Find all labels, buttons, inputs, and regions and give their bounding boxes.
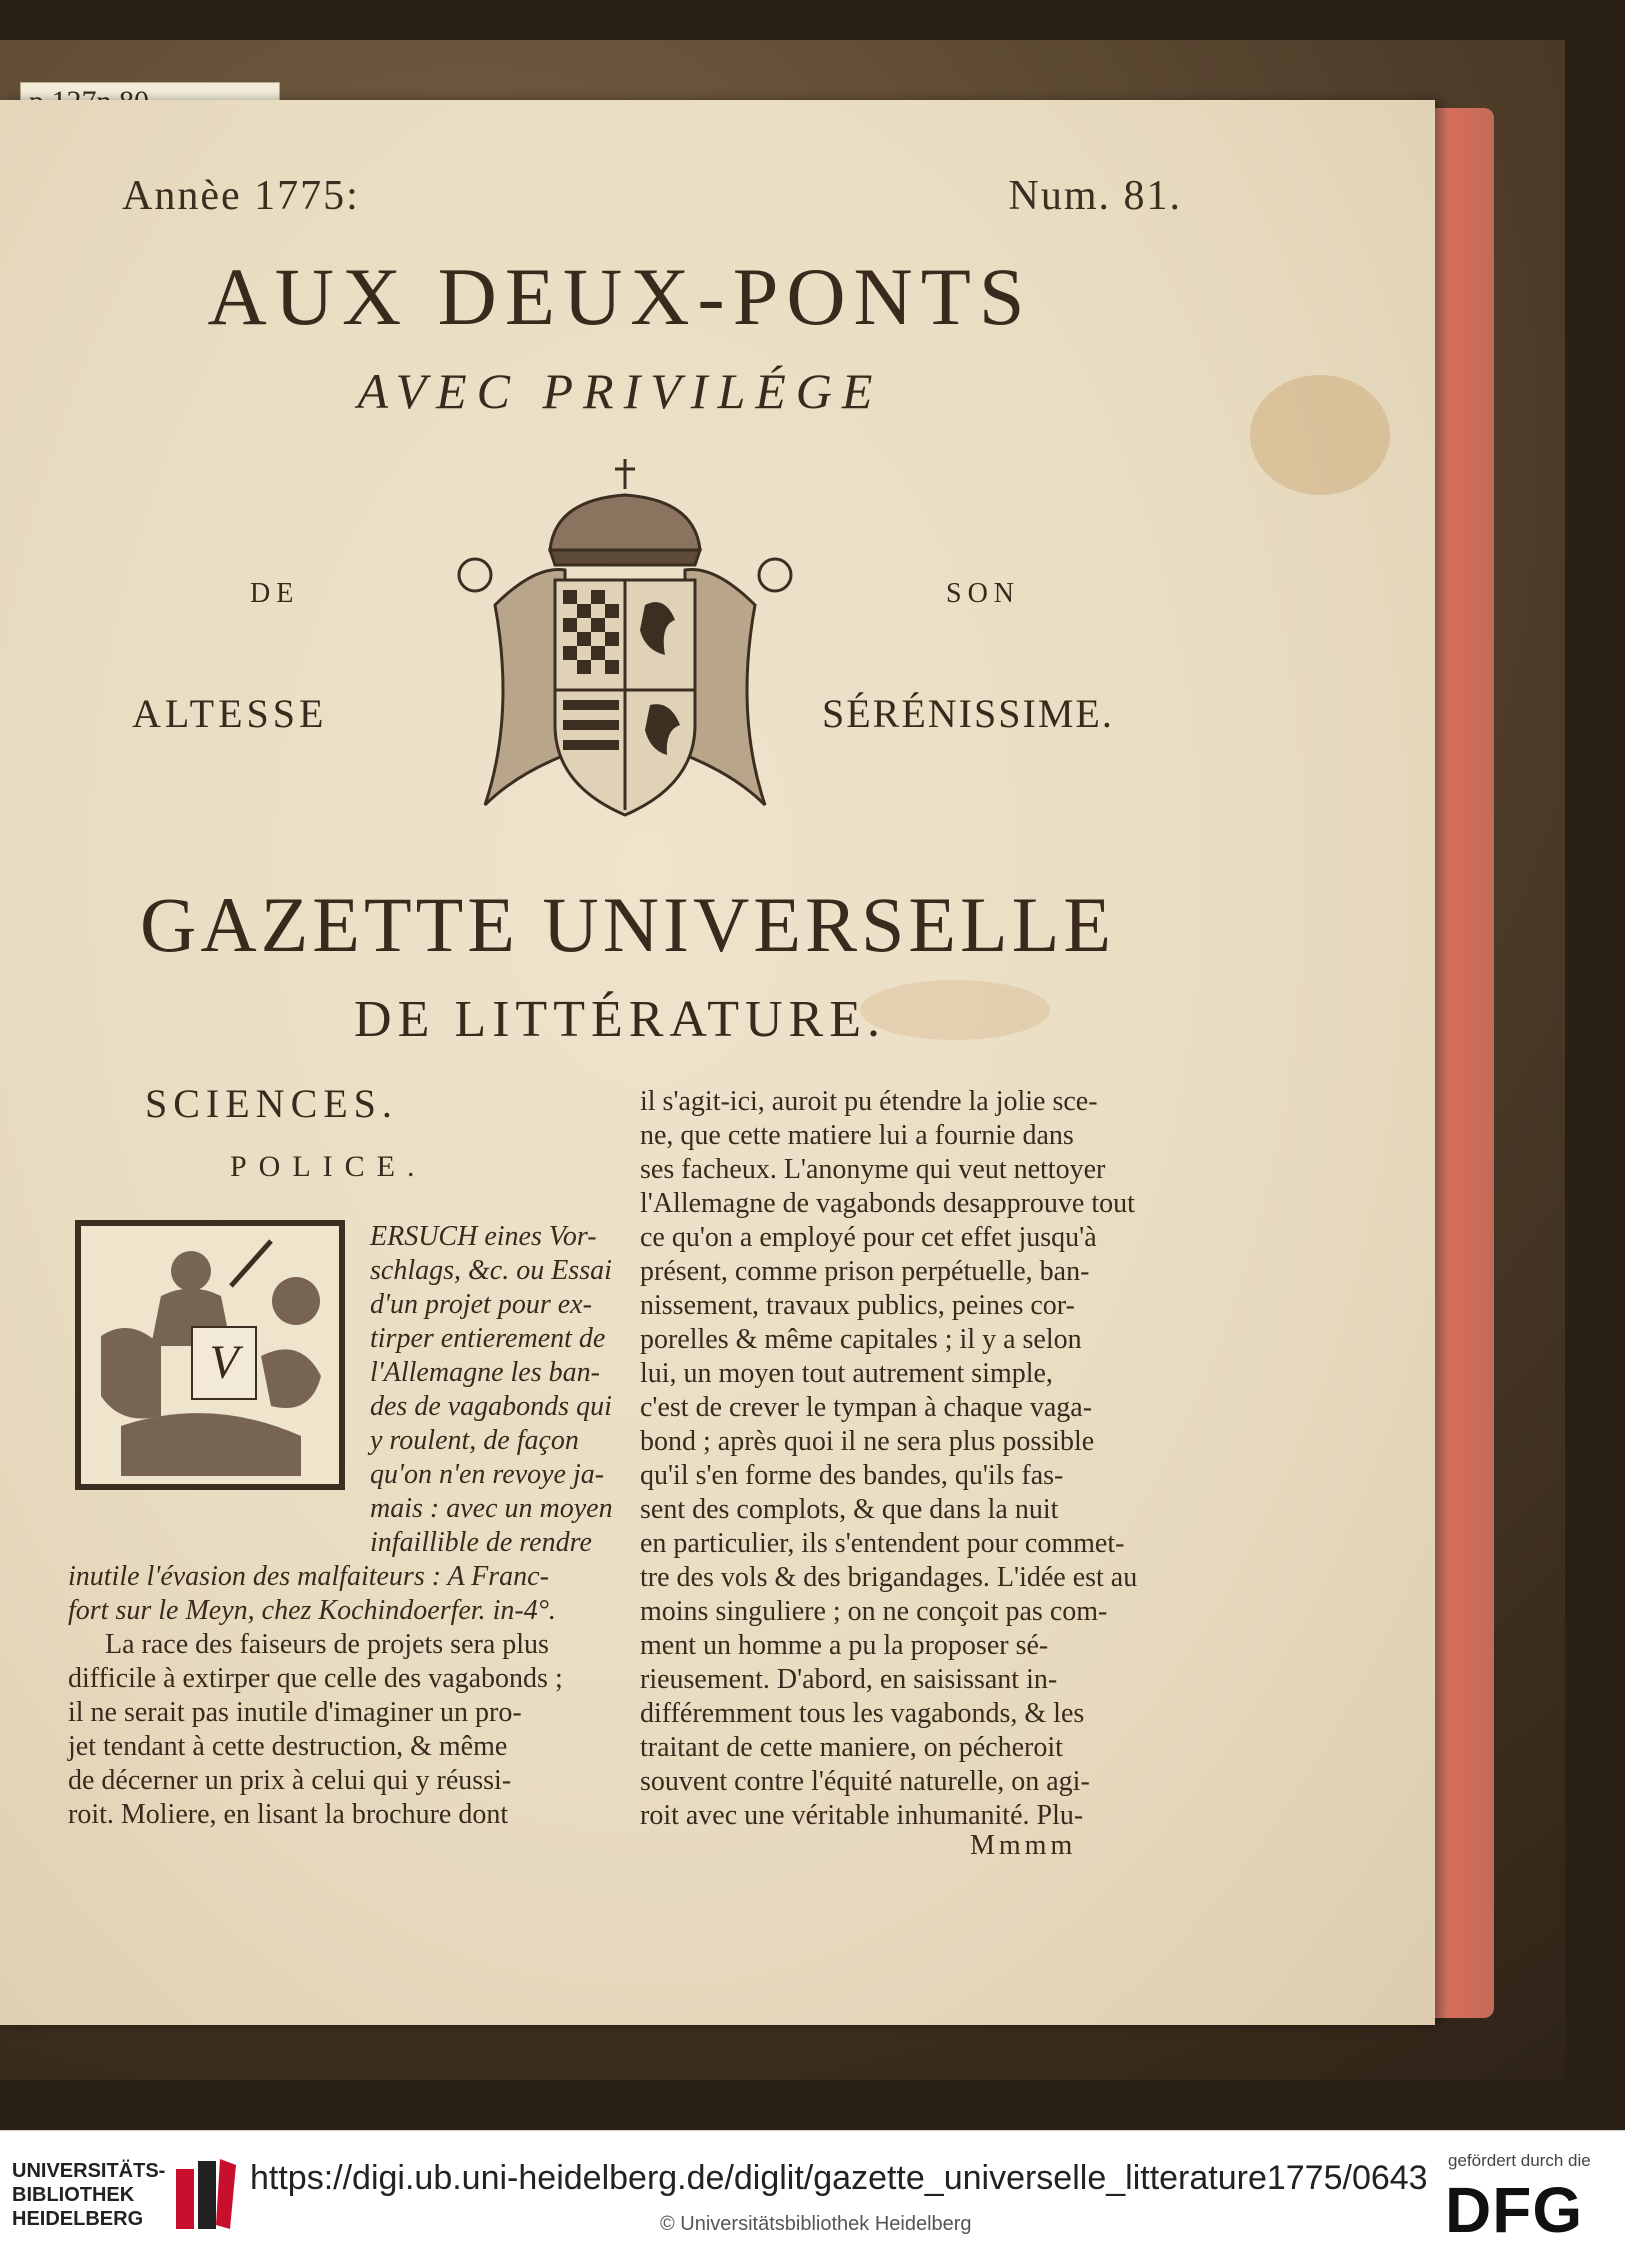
text-line: La race des faiseurs de projets sera plus xyxy=(105,1629,549,1660)
text-line: porelles & même capitales ; il y a selon xyxy=(640,1324,1082,1355)
section-title: SCIENCES. xyxy=(145,1081,398,1126)
text-line: différemment tous les vagabonds, & les xyxy=(640,1698,1085,1729)
library-emblem-icon xyxy=(170,2151,240,2241)
text-line: c'est de crever le tympan à chaque vaga- xyxy=(640,1392,1093,1423)
issue-number: Num. 81. xyxy=(1008,173,1182,219)
text-line: qu'il s'en forme des bandes, qu'ils fas- xyxy=(640,1460,1064,1491)
gazette-title: GAZETTE UNIVERSELLE xyxy=(140,881,1115,968)
initial-letter: V xyxy=(191,1326,257,1400)
privilege-altesse: ALTESSE xyxy=(132,691,328,736)
text-line: ment un homme a pu la proposer sé- xyxy=(640,1630,1049,1661)
text-line: souvent contre l'équité naturelle, on agi- xyxy=(640,1766,1090,1797)
text-line: difficile à extirper que celle des vagabonds ; xyxy=(68,1663,563,1694)
privilege-de: DE xyxy=(250,578,300,609)
gazette-page xyxy=(0,100,1435,2025)
coat-of-arms-icon xyxy=(455,455,795,835)
text-line: fort sur le Meyn, chez Kochindoerfer. in-4°. xyxy=(68,1595,556,1626)
text-line: schlags, &c. ou Essai xyxy=(370,1255,612,1286)
text-line: ses facheux. L'anonyme qui veut nettoyer xyxy=(640,1154,1106,1185)
text-line: des de vagabonds qui xyxy=(370,1391,612,1422)
text-line: lui, un moyen tout autrement simple, xyxy=(640,1358,1053,1389)
text-line: roit avec une véritable inhumanité. Plu- xyxy=(640,1800,1084,1831)
text-line: tirper entierement de xyxy=(370,1323,606,1354)
stain xyxy=(1250,375,1390,495)
text-line: ce qu'on a employé pour cet effet jusqu'à xyxy=(640,1222,1097,1253)
text-line: l'Allemagne les ban- xyxy=(370,1357,600,1388)
text-line: ERSUCH eines Vor- xyxy=(370,1221,597,1252)
library-name: UNIVERSITÄTS- BIBLIOTHEK HEIDELBERG xyxy=(12,2160,166,2230)
subsection-title: POLICE. xyxy=(230,1150,427,1183)
text-line: de décerner un prix à celui qui y réussi- xyxy=(68,1765,512,1796)
text-line: nissement, travaux publics, peines cor- xyxy=(640,1290,1075,1321)
text-line: y roulent, de façon xyxy=(370,1425,579,1456)
text-line: d'un projet pour ex- xyxy=(370,1289,592,1320)
copyright-notice: © Universitätsbibliothek Heidelberg xyxy=(660,2213,972,2235)
text-line: qu'on n'en revoye ja- xyxy=(370,1459,605,1490)
text-line: l'Allemagne de vagabonds desapprouve tout xyxy=(640,1188,1135,1219)
text-line: jet tendant à cette destruction, & même xyxy=(68,1731,508,1762)
header-row xyxy=(122,172,1182,232)
library-logo[interactable] xyxy=(12,2151,252,2241)
text-line: traitant de cette maniere, on pécheroit xyxy=(640,1732,1063,1763)
footer-bar xyxy=(0,2130,1625,2256)
text-line: infaillible de rendre xyxy=(370,1527,592,1558)
permalink-url[interactable]: https://digi.ub.uni-heidelberg.de/diglit/gazette_universelle_litterature1775/0643 xyxy=(250,2159,1428,2197)
text-line: moins singuliere ; on ne conçoit pas com- xyxy=(640,1596,1108,1627)
year-label: Annèe 1775: xyxy=(122,173,360,219)
funded-by-label: gefördert durch die xyxy=(1448,2151,1591,2170)
text-line: mais : avec un moyen xyxy=(370,1493,613,1524)
catchword: Mmmm xyxy=(970,1830,1077,1861)
text-line: tre des vols & des brigandages. L'idée est au xyxy=(640,1562,1138,1593)
text-line: sent des complots, & que dans la nuit xyxy=(640,1494,1059,1525)
text-line: il ne serait pas inutile d'imaginer un pro- xyxy=(68,1697,522,1728)
place-heading: AUX DEUX-PONTS xyxy=(207,251,1033,342)
privilege-son: SON xyxy=(946,578,1021,609)
decorated-initial xyxy=(75,1220,345,1490)
privilege-line: AVEC PRIVILÉGE xyxy=(357,363,883,419)
gazette-subtitle: DE LITTÉRATURE. xyxy=(354,991,886,1048)
text-line: bond ; après quoi il ne sera plus possible xyxy=(640,1426,1095,1457)
text-line: rieusement. D'abord, en saisissant in- xyxy=(640,1664,1058,1695)
dfg-logo[interactable]: DFG xyxy=(1445,2174,1584,2246)
text-line: inutile l'évasion des malfaiteurs : A Franc- xyxy=(68,1561,549,1592)
text-line: il s'agit-ici, auroit pu étendre la jolie sce- xyxy=(640,1086,1098,1117)
text-line: présent, comme prison perpétuelle, ban- xyxy=(640,1256,1090,1287)
text-line: ne, que cette matiere lui a fournie dans xyxy=(640,1120,1074,1151)
text-line: en particulier, ils s'entendent pour commet- xyxy=(640,1528,1125,1559)
privilege-serenissime: SÉRÉNISSIME. xyxy=(822,691,1114,736)
text-line: roit. Moliere, en lisant la brochure dont xyxy=(68,1799,509,1830)
